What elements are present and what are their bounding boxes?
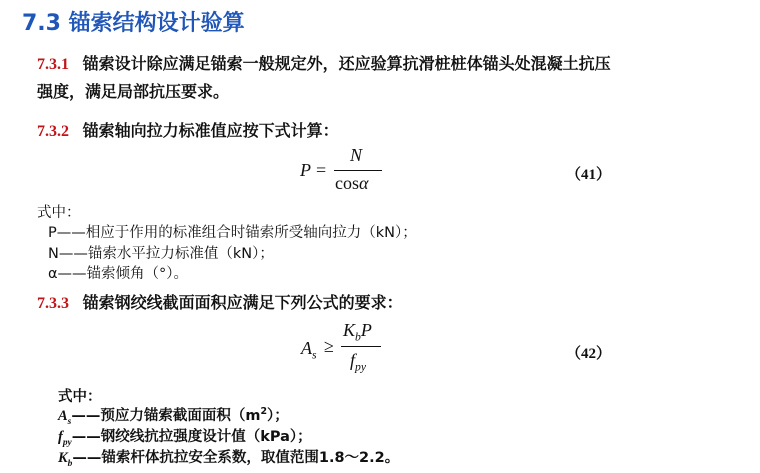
clause-text: 锚索钢绞线截面面积应满足下列公式的要求：: [82, 293, 403, 312]
definition-fpy: $f_{py}——$钢绞线抗拉强度设计值（kPa）；: [58, 429, 312, 448]
fraction-bar: [334, 170, 382, 171]
clause-7-3-1-line2: 强度，满足局部抗压要求。: [37, 82, 230, 101]
clause-text: 锚索轴向拉力标准值应按下式计算：: [82, 121, 339, 140]
equation-number-41: （41）: [566, 167, 612, 183]
clause-text: 锚索设计除应满足锚索一般规定外，还应验算抗滑桩桩体锚头处混凝土抗压: [82, 54, 611, 73]
definition-kb: $K_b——$锚索杆体抗拉安全系数，取值范围1.8～2.2。: [58, 450, 400, 469]
formula-equals: =: [316, 160, 327, 180]
formula-lhs: P: [300, 160, 311, 180]
definition-as: $A_s——$预应力锚索截面面积$(m^2)$；: [58, 406, 289, 427]
definition-p: P——相应于作用的标准组合时锚索所受轴向拉力（kN）；: [48, 225, 417, 241]
formula-denominator: cosα: [335, 173, 369, 193]
where-label: 式中：: [58, 389, 102, 405]
definition-n: N——锚索水平拉力标准值（kN）；: [48, 246, 274, 262]
where-label: 式中：: [37, 205, 81, 221]
clause-number: 7.3.1: [37, 56, 69, 73]
definition-alpha: α——锚索倾角（°）。: [48, 266, 189, 282]
section-heading: 7.3 锚索结构设计验算: [22, 11, 245, 36]
formula-numerator: N: [350, 145, 363, 165]
formula-lhs: $A_s$: [301, 338, 317, 362]
clause-number: 7.3.3: [37, 295, 69, 312]
clause-7-3-3: [37, 290, 403, 313]
fraction-bar: [341, 346, 381, 347]
equation-number-42: （42）: [566, 346, 612, 362]
clause-7-3-2: [37, 118, 339, 141]
formula-numerator: $K_bP$: [343, 320, 372, 344]
clause-number: 7.3.2: [37, 123, 69, 140]
clause-7-3-1-line1: [37, 51, 611, 74]
formula-relation: ≥: [324, 336, 334, 356]
formula-denominator: $f_{py}$: [350, 350, 367, 374]
